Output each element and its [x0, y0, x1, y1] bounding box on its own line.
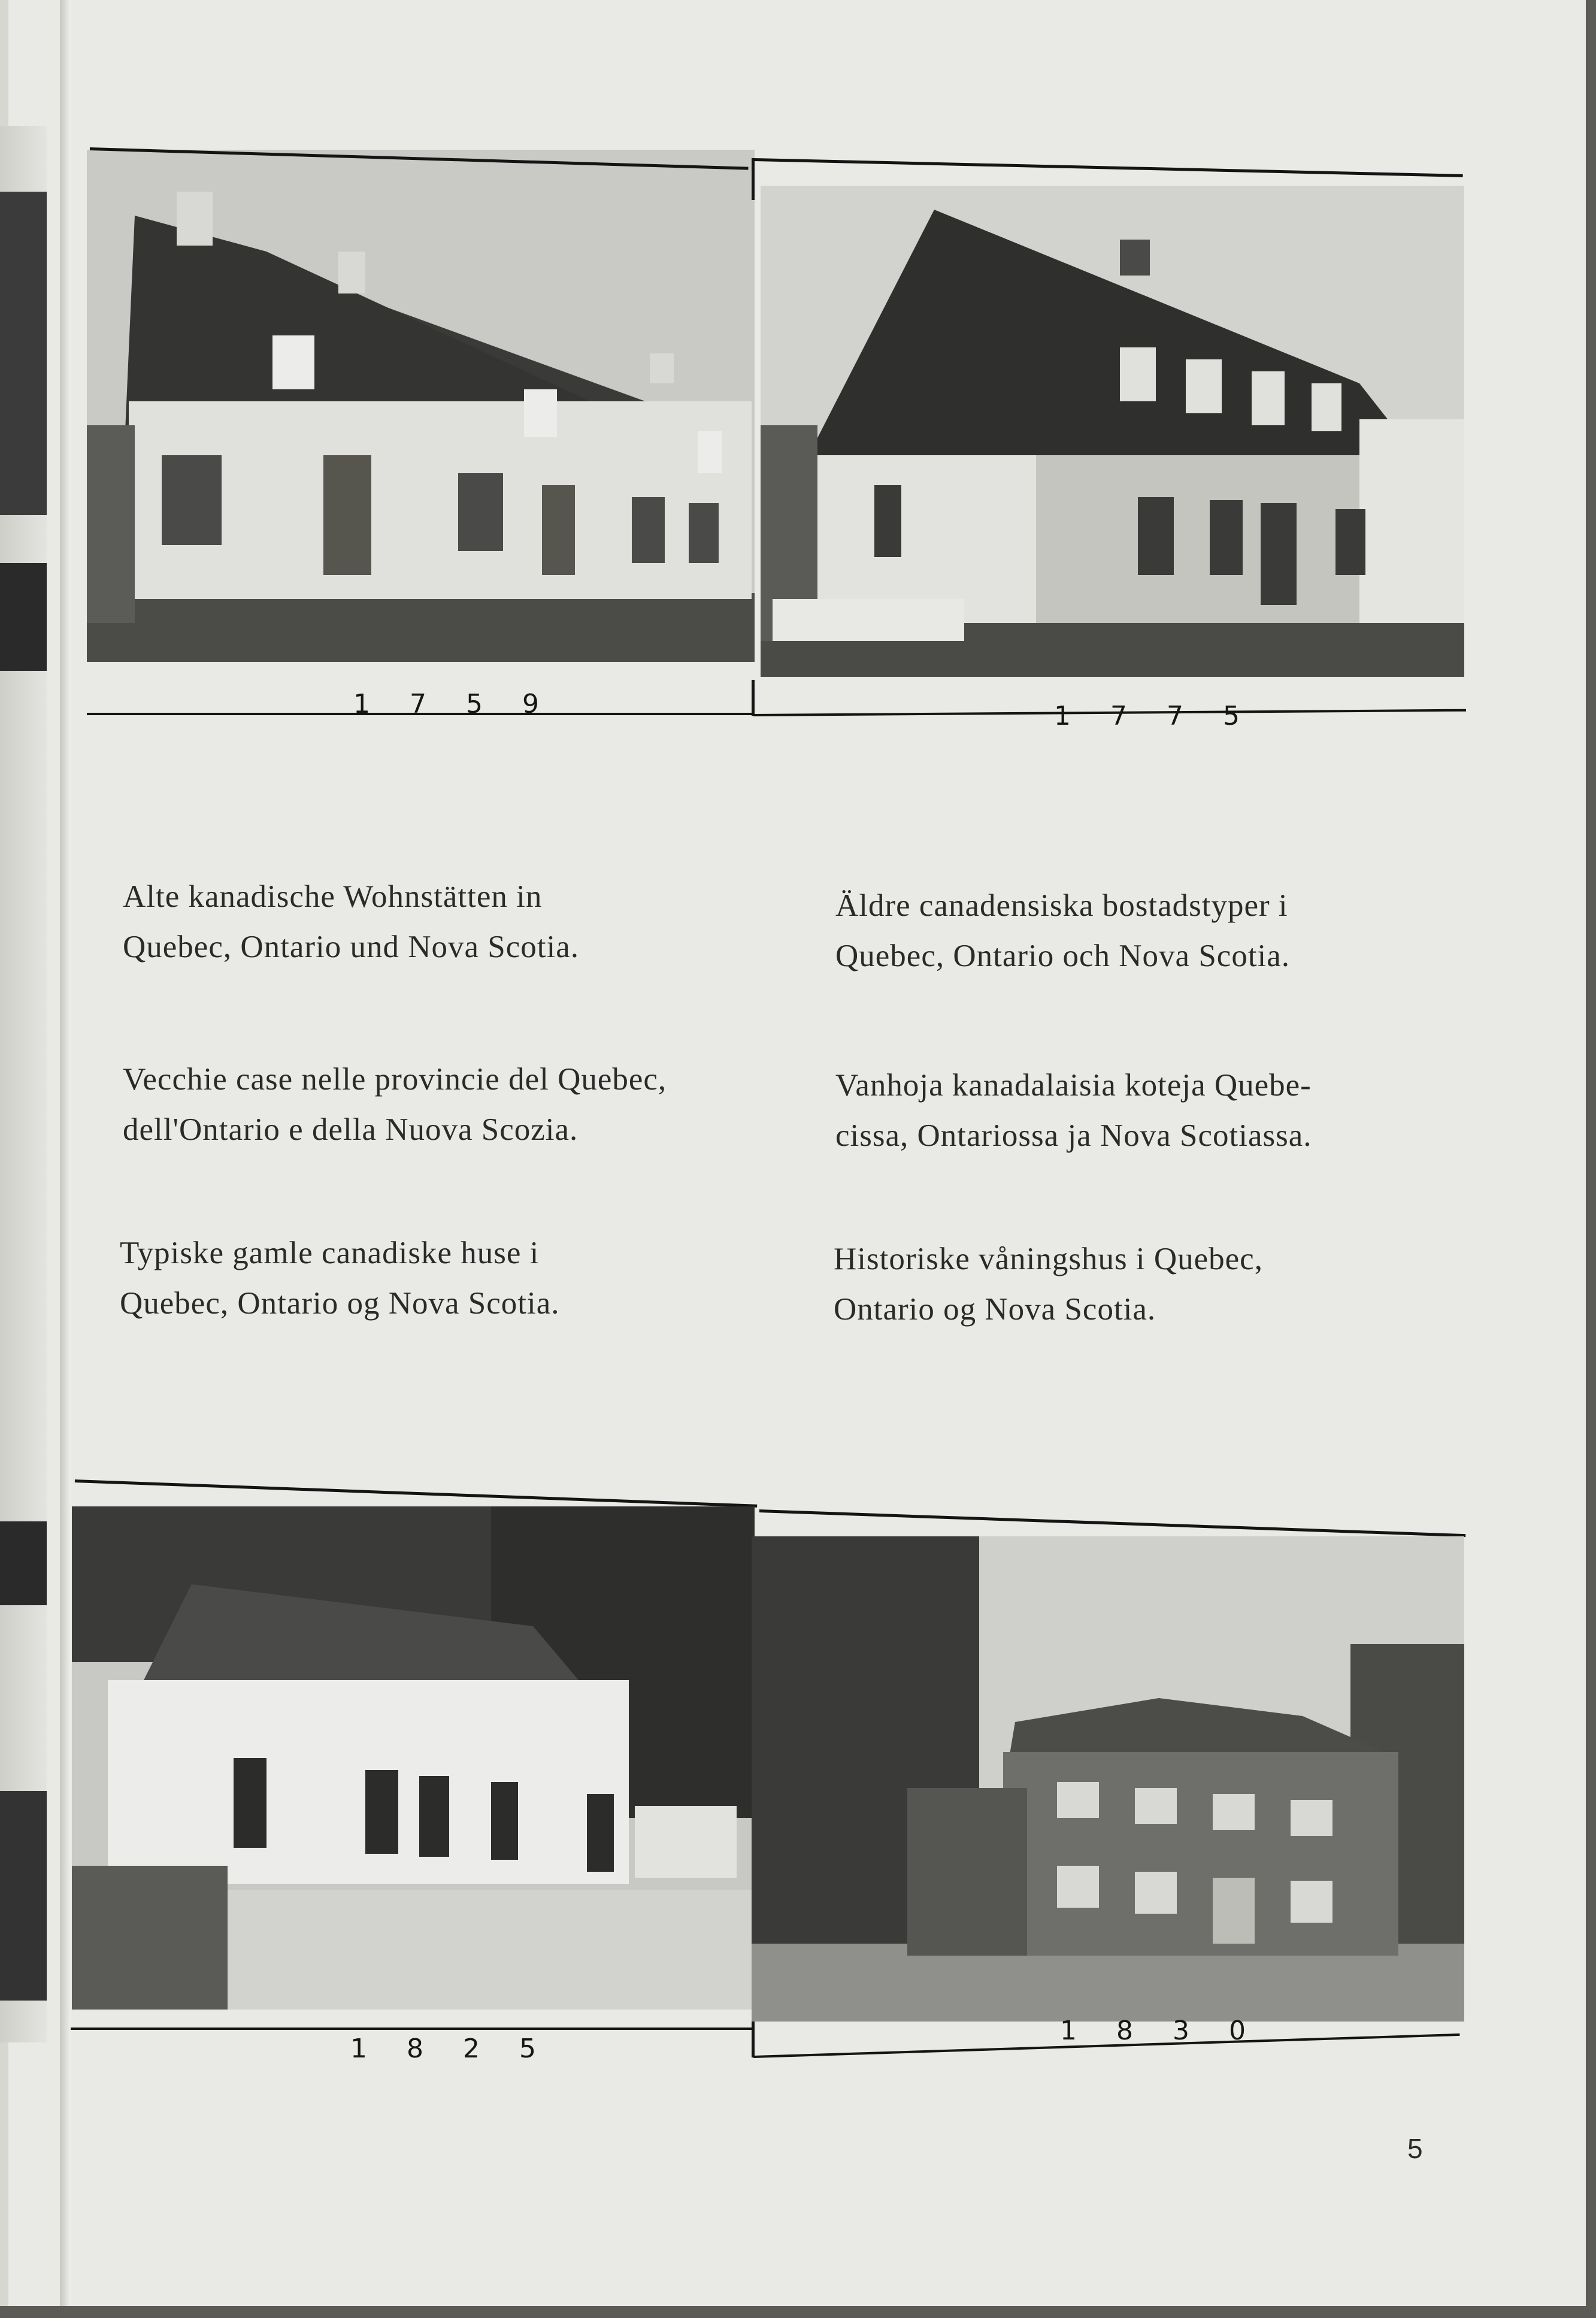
- caption-line: Quebec, Ontario och Nova Scotia.: [835, 939, 1291, 973]
- caption-line: Vanhoja kanadalaisia koteja Quebe-: [835, 1068, 1312, 1103]
- house-photo-1825: [72, 1506, 755, 2010]
- caption-line: Historiske våningshus i Quebec,: [834, 1242, 1263, 1276]
- caption-danish: [120, 1228, 560, 1329]
- previous-page-photo-edge: [0, 192, 47, 515]
- frame-rule: [752, 680, 755, 716]
- caption-line: Vecchie case nelle provincie del Quebec,: [123, 1062, 667, 1097]
- house-photo-1830: [752, 1536, 1464, 2022]
- caption-finnish: [835, 1060, 1312, 1161]
- caption-line: cissa, Ontariossa ja Nova Scotiassa.: [835, 1118, 1312, 1153]
- frame-rule: [71, 2028, 753, 2030]
- previous-page-photo-edge: [0, 1521, 47, 1605]
- caption-line: Quebec, Ontario und Nova Scotia.: [123, 930, 580, 964]
- year-label-1759: 1 7 5 9: [353, 689, 555, 719]
- year-label-1775: 1 7 7 5: [1054, 701, 1255, 731]
- page-gutter: [60, 0, 71, 2306]
- caption-line: dell'Ontario e della Nuova Scozia.: [123, 1112, 579, 1147]
- frame-rule: [752, 158, 755, 200]
- caption-swedish: [835, 880, 1290, 981]
- caption-italian: [123, 1054, 667, 1155]
- caption-line: Typiske gamle canadiske huse i: [120, 1236, 540, 1270]
- house-photo-1775: [761, 186, 1464, 677]
- house-photo-1759: [87, 150, 755, 662]
- previous-page-photo-edge: [0, 1791, 47, 2001]
- caption-german: [123, 871, 579, 972]
- caption-line: Ontario og Nova Scotia.: [834, 1292, 1156, 1327]
- caption-norwegian: [834, 1234, 1263, 1334]
- year-label-1830: 1 8 3 0: [1060, 2016, 1261, 2046]
- caption-line: Quebec, Ontario og Nova Scotia.: [120, 1286, 560, 1321]
- year-label-1825: 1 8 2 5: [350, 2033, 552, 2064]
- caption-line: Äldre canadensiska bostadstyper i: [835, 888, 1288, 923]
- caption-line: Alte kanadische Wohnstätten in: [123, 879, 543, 914]
- previous-page-photo-edge: [0, 563, 47, 671]
- page-number: 5: [1407, 2133, 1423, 2164]
- frame-rule: [752, 2022, 755, 2057]
